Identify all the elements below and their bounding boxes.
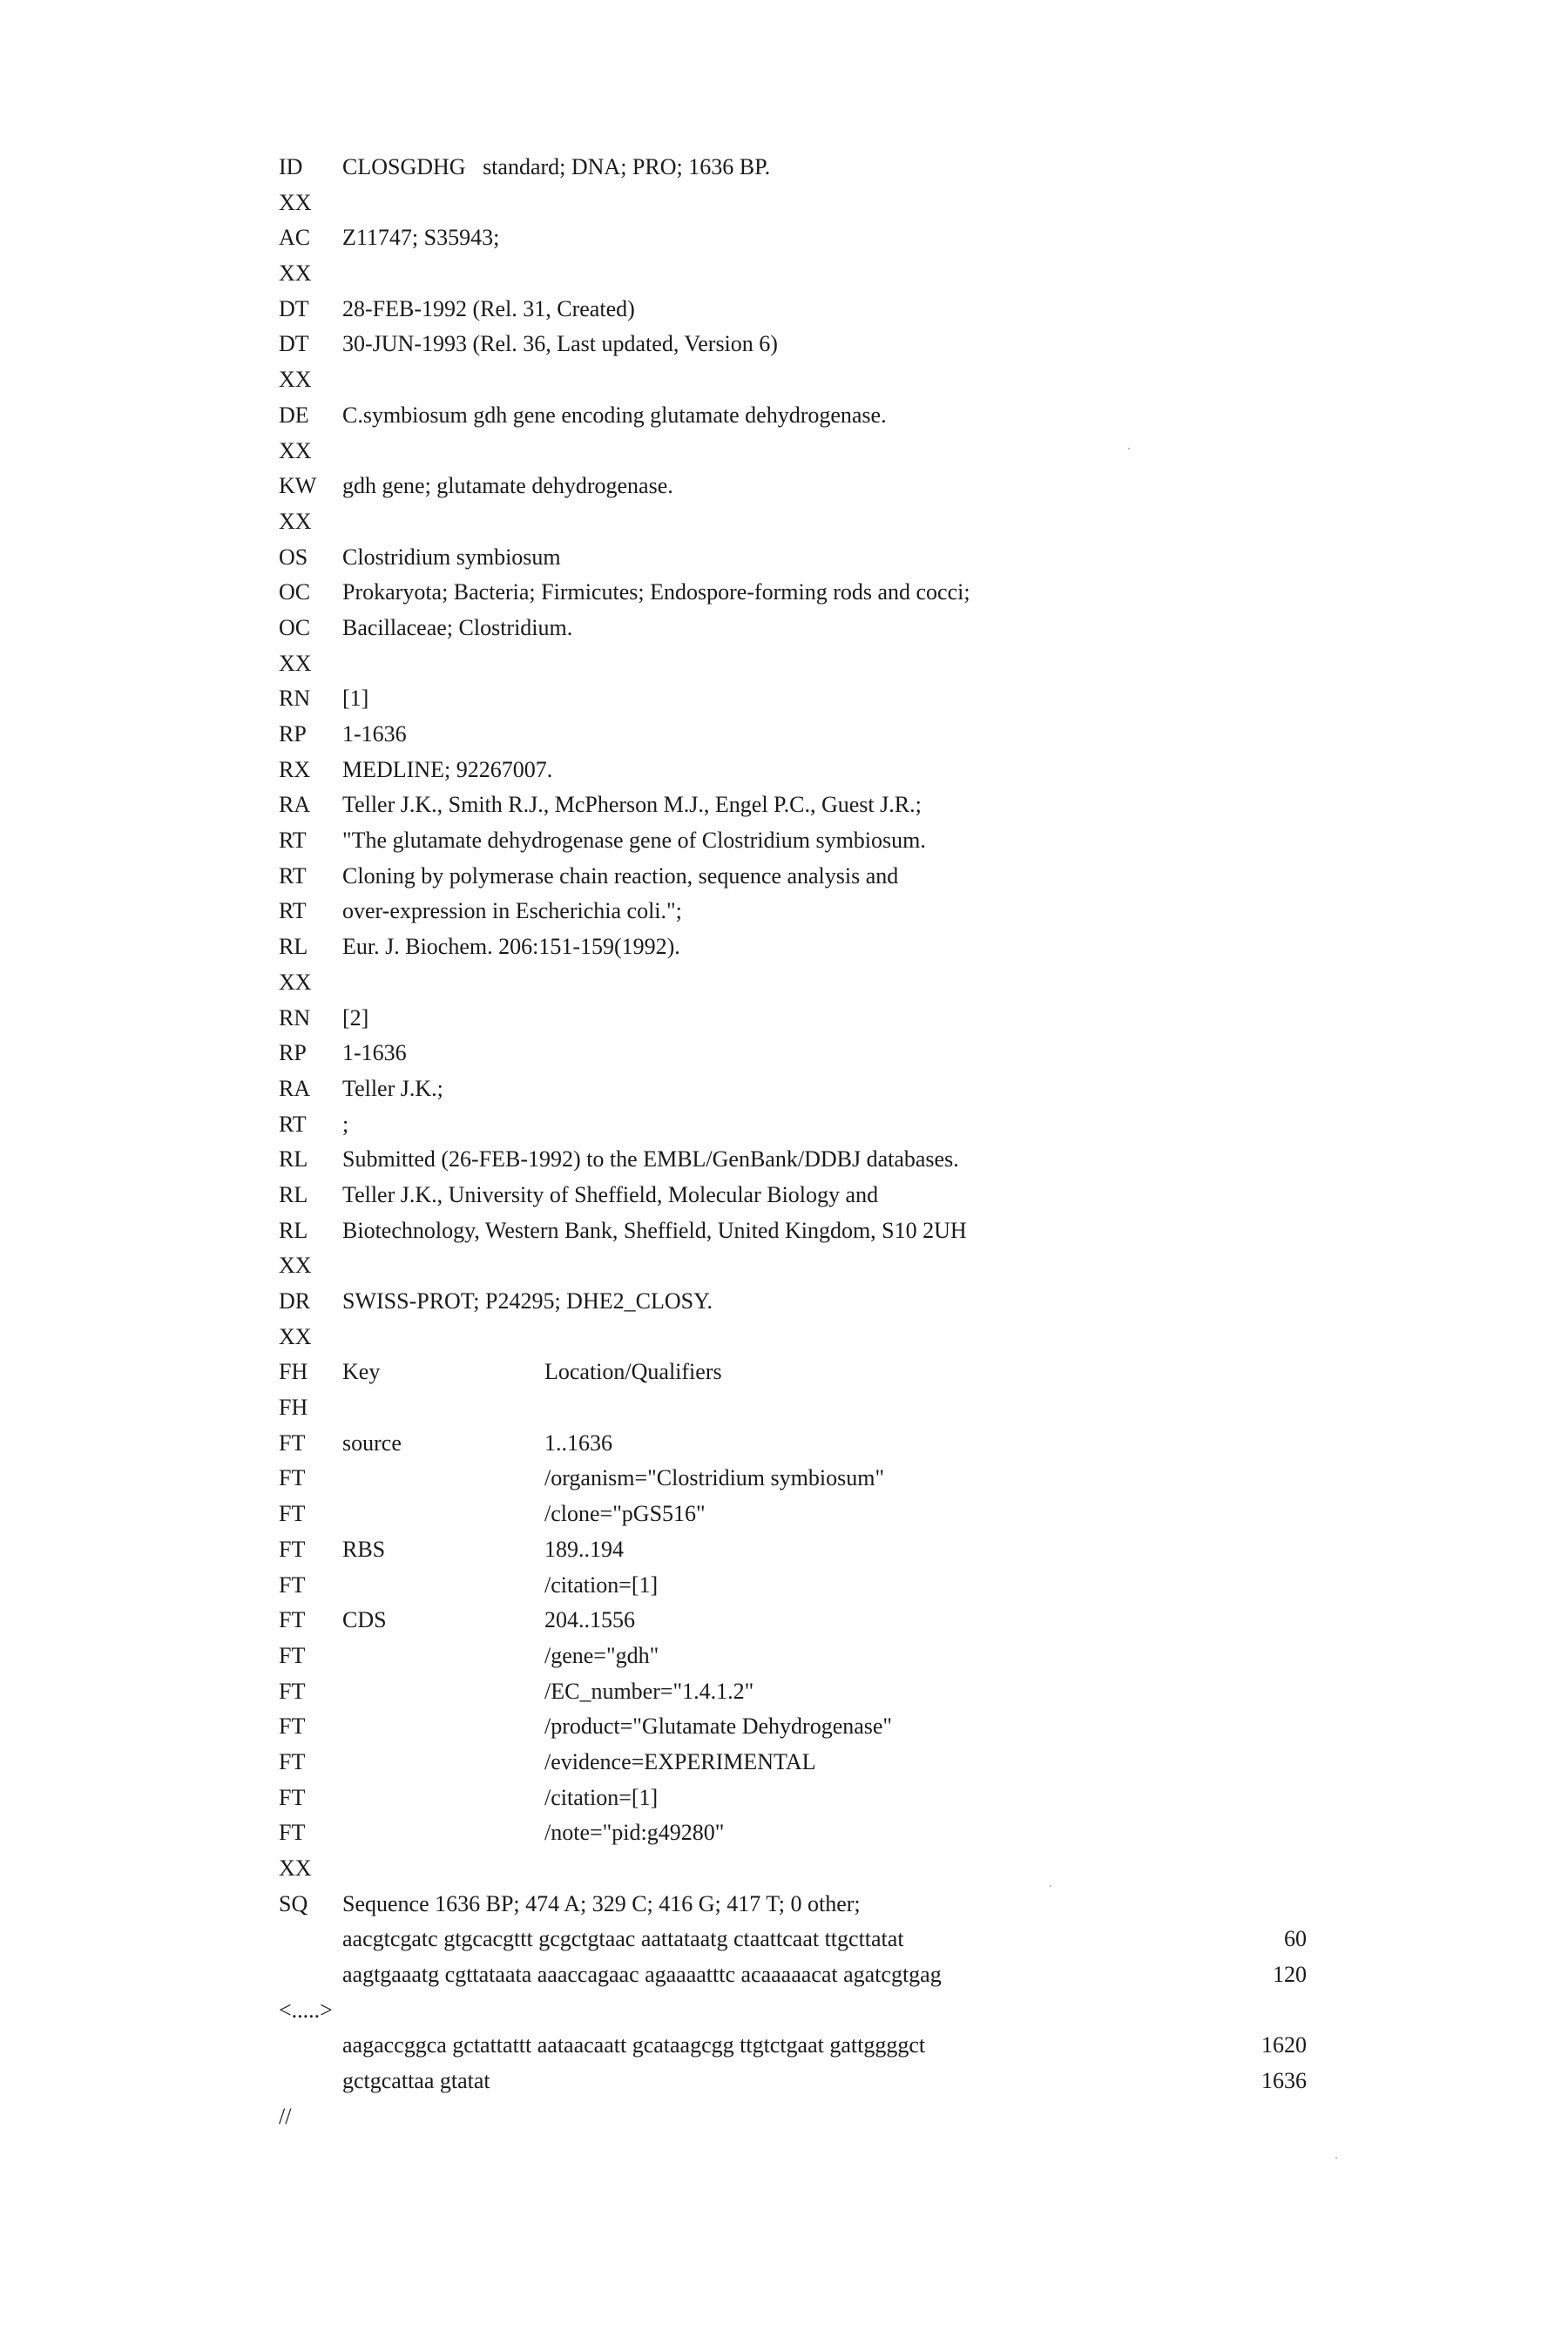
sequence-line: [279, 2064, 1307, 2099]
line-code: FH: [279, 1359, 308, 1385]
sequence-line: [279, 1922, 1307, 1957]
record-line: [279, 753, 1307, 788]
sequence-position: 1636: [1261, 2068, 1307, 2094]
feature-location: /EC_number="1.4.1.2": [544, 1678, 754, 1704]
record-line: [279, 1178, 1307, 1213]
feature-line: [279, 1497, 1307, 1532]
sequence-gap: [279, 1993, 1307, 2029]
line-code: RT: [279, 862, 307, 889]
record-line: [279, 150, 1307, 186]
line-code: DR: [279, 1288, 311, 1314]
line-text: Eur. J. Biochem. 206:151-159(1992).: [342, 934, 680, 960]
line-text: SWISS-PROT; P24295; DHE2_CLOSY.: [342, 1288, 713, 1314]
line-code: SQ: [279, 1890, 308, 1916]
record-line: [279, 894, 1307, 929]
feature-location: /product="Glutamate Dehydrogenase": [544, 1713, 893, 1740]
record-line: [279, 611, 1307, 646]
record-line: [279, 469, 1307, 504]
sequence-text: gctgcattaa gtatat: [342, 2068, 490, 2094]
line-code: DT: [279, 331, 309, 357]
sequence-position: 120: [1273, 1962, 1307, 1988]
line-code: FT: [279, 1536, 306, 1562]
line-code: XX: [279, 189, 312, 215]
line-text: gdh gene; glutamate dehydrogenase.: [342, 473, 673, 499]
terminator-text: //: [279, 2103, 292, 2129]
line-code: RN: [279, 686, 311, 712]
sequence-line: [279, 1957, 1307, 1993]
record-line: [279, 1320, 1307, 1355]
record-line: [279, 540, 1307, 576]
sequence-text: aagtgaaatg cgttataata aaaccagaac agaaaatttc acaaaaacat agatcgtgag: [342, 1962, 942, 1988]
line-code: ID: [279, 154, 303, 179]
feature-line: [279, 1568, 1307, 1604]
line-code: FT: [279, 1784, 306, 1810]
line-code: RP: [279, 1040, 307, 1066]
feature-line: [279, 1603, 1307, 1639]
line-code: OC: [279, 579, 311, 605]
line-text: C.symbiosum gdh gene encoding glutamate dehydrogenase.: [342, 402, 887, 428]
line-code: RT: [279, 1111, 307, 1137]
record-line: [279, 1107, 1307, 1143]
record-line: [279, 256, 1307, 292]
record-line: [279, 1248, 1307, 1284]
feature-key: source: [342, 1429, 402, 1456]
feature-location: /organism="Clostridium symbiosum": [544, 1465, 885, 1491]
line-text: Teller J.K.;: [342, 1075, 443, 1101]
feature-line: [279, 1815, 1307, 1851]
line-code: RL: [279, 1146, 308, 1173]
record-line: [279, 646, 1307, 682]
feature-line: [279, 1674, 1307, 1710]
embl-record: [279, 150, 1307, 2135]
line-code: FT: [279, 1642, 306, 1668]
record-line: [279, 575, 1307, 611]
line-text: Prokaryota; Bacteria; Firmicutes; Endospore-forming rods and cocci;: [342, 579, 970, 605]
line-code: FH: [279, 1395, 308, 1421]
record-line: [279, 1001, 1307, 1037]
line-text: Teller J.K., University of Sheffield, Molecular Biology and: [342, 1181, 879, 1207]
record-line: [279, 362, 1307, 398]
gap-marker: <.....>: [279, 1997, 333, 2023]
feature-location: 189..194: [544, 1536, 624, 1562]
line-text: MEDLINE; 92267007.: [342, 756, 553, 782]
line-text: 30-JUN-1993 (Rel. 36, Last updated, Version 6): [342, 331, 778, 357]
line-code: FT: [279, 1607, 306, 1633]
line-text: over-expression in Escherichia coli.";: [342, 898, 682, 924]
line-code: XX: [279, 508, 312, 534]
feature-line: [279, 1461, 1307, 1497]
record-line: [279, 186, 1307, 221]
feature-key: Key: [342, 1359, 381, 1385]
feature-line: [279, 1745, 1307, 1781]
line-text: Clostridium symbiosum: [342, 544, 561, 570]
feature-line: [279, 1639, 1307, 1674]
line-text: Cloning by polymerase chain reaction, sequence analysis and: [342, 862, 899, 889]
sequence-position: 60: [1284, 1926, 1307, 1952]
line-text: 1-1636: [342, 721, 407, 747]
sequence-text: aacgtcgatc gtgcacgttt gcgctgtaac aattataatg ctaattcaat ttgcttatat: [342, 1926, 904, 1952]
record-line: [279, 1071, 1307, 1107]
scan-speck: [1050, 1885, 1051, 1887]
line-text: 1-1636: [342, 1040, 407, 1066]
line-code: XX: [279, 1855, 312, 1881]
line-code: RL: [279, 1217, 308, 1243]
feature-line: [279, 1426, 1307, 1462]
record-line: [279, 929, 1307, 965]
feature-location: /clone="pGS516": [544, 1501, 706, 1527]
feature-key: CDS: [342, 1607, 387, 1633]
sequence-position: 1620: [1261, 2032, 1307, 2058]
line-code: FT: [279, 1713, 306, 1740]
line-code: XX: [279, 437, 312, 463]
record-line: [279, 787, 1307, 823]
line-code: XX: [279, 969, 312, 995]
line-code: FT: [279, 1820, 306, 1846]
line-code: RA: [279, 792, 311, 818]
line-code: XX: [279, 650, 312, 676]
sequence-text: aagaccggca gctattattt aataacaatt gcataagcgg ttgtctgaat gattggggct: [342, 2032, 926, 2058]
line-text: [1]: [342, 686, 369, 712]
line-code: OC: [279, 614, 311, 640]
line-text: [2]: [342, 1004, 369, 1031]
feature-location: /evidence=EXPERIMENTAL: [544, 1748, 816, 1774]
line-text: CLOSGDHG standard; DNA; PRO; 1636 BP.: [342, 154, 771, 179]
line-code: FT: [279, 1678, 306, 1704]
record-line: [279, 1887, 1307, 1923]
line-code: RX: [279, 756, 311, 782]
scan-speck: [1128, 448, 1130, 449]
line-code: OS: [279, 544, 308, 570]
record-line: [279, 327, 1307, 362]
line-text: Sequence 1636 BP; 474 A; 329 C; 416 G; 417 T; 0 other;: [342, 1890, 861, 1916]
record-line: [279, 1036, 1307, 1071]
line-code: RL: [279, 1181, 308, 1207]
line-code: AC: [279, 225, 311, 251]
record-line: [279, 823, 1307, 859]
record-line: [279, 434, 1307, 470]
scan-speck: [1335, 2157, 1337, 2159]
line-code: RA: [279, 1075, 311, 1101]
line-code: RN: [279, 1004, 311, 1031]
line-code: FT: [279, 1501, 306, 1527]
line-code: RT: [279, 828, 307, 854]
record-line: [279, 965, 1307, 1001]
feature-location: Location/Qualifiers: [544, 1359, 722, 1385]
line-text: Biotechnology, Western Bank, Sheffield, United Kingdom, S10 2UH: [342, 1217, 967, 1243]
feature-line: [279, 1532, 1307, 1568]
record-terminator: [279, 2099, 1307, 2135]
line-text: Bacillaceae; Clostridium.: [342, 614, 573, 640]
line-text: Z11747; S35943;: [342, 225, 500, 251]
record-line: [279, 1213, 1307, 1249]
feature-line: [279, 1781, 1307, 1816]
line-text: Teller J.K., Smith R.J., McPherson M.J., Engel P.C., Guest J.R.;: [342, 792, 922, 818]
record-line: [279, 859, 1307, 895]
feature-location: /gene="gdh": [544, 1642, 659, 1668]
record-line: [279, 681, 1307, 717]
line-text: 28-FEB-1992 (Rel. 31, Created): [342, 295, 635, 321]
feature-location: /note="pid:g49280": [544, 1820, 725, 1846]
feature-location: 204..1556: [544, 1607, 635, 1633]
line-code: XX: [279, 1253, 312, 1279]
feature-key: RBS: [342, 1536, 386, 1562]
sequence-line: [279, 2028, 1307, 2064]
record-line: [279, 398, 1307, 434]
record-line: [279, 220, 1307, 256]
line-code: FT: [279, 1748, 306, 1774]
line-code: FT: [279, 1465, 306, 1491]
feature-location: /citation=[1]: [544, 1784, 659, 1810]
line-code: KW: [279, 473, 317, 499]
line-code: FT: [279, 1429, 306, 1456]
record-line: [279, 1390, 1307, 1426]
line-text: "The glutamate dehydrogenase gene of Clostridium symbiosum.: [342, 828, 926, 854]
feature-line: [279, 1355, 1307, 1390]
record-line: [279, 1142, 1307, 1178]
line-code: DT: [279, 295, 309, 321]
record-line: [279, 1851, 1307, 1887]
record-line: [279, 292, 1307, 328]
feature-line: [279, 1709, 1307, 1745]
feature-location: /citation=[1]: [544, 1571, 659, 1598]
line-code: XX: [279, 260, 312, 287]
line-code: XX: [279, 367, 312, 393]
line-code: RP: [279, 721, 307, 747]
line-code: RT: [279, 898, 307, 924]
record-line: [279, 1284, 1307, 1320]
line-text: ;: [342, 1111, 349, 1137]
line-code: XX: [279, 1323, 312, 1349]
line-code: RL: [279, 934, 308, 960]
feature-location: 1..1636: [544, 1429, 612, 1456]
line-code: DE: [279, 402, 309, 428]
record-line: [279, 504, 1307, 540]
line-code: FT: [279, 1571, 306, 1598]
record-line: [279, 717, 1307, 753]
line-text: Submitted (26-FEB-1992) to the EMBL/GenBank/DDBJ databases.: [342, 1146, 959, 1173]
